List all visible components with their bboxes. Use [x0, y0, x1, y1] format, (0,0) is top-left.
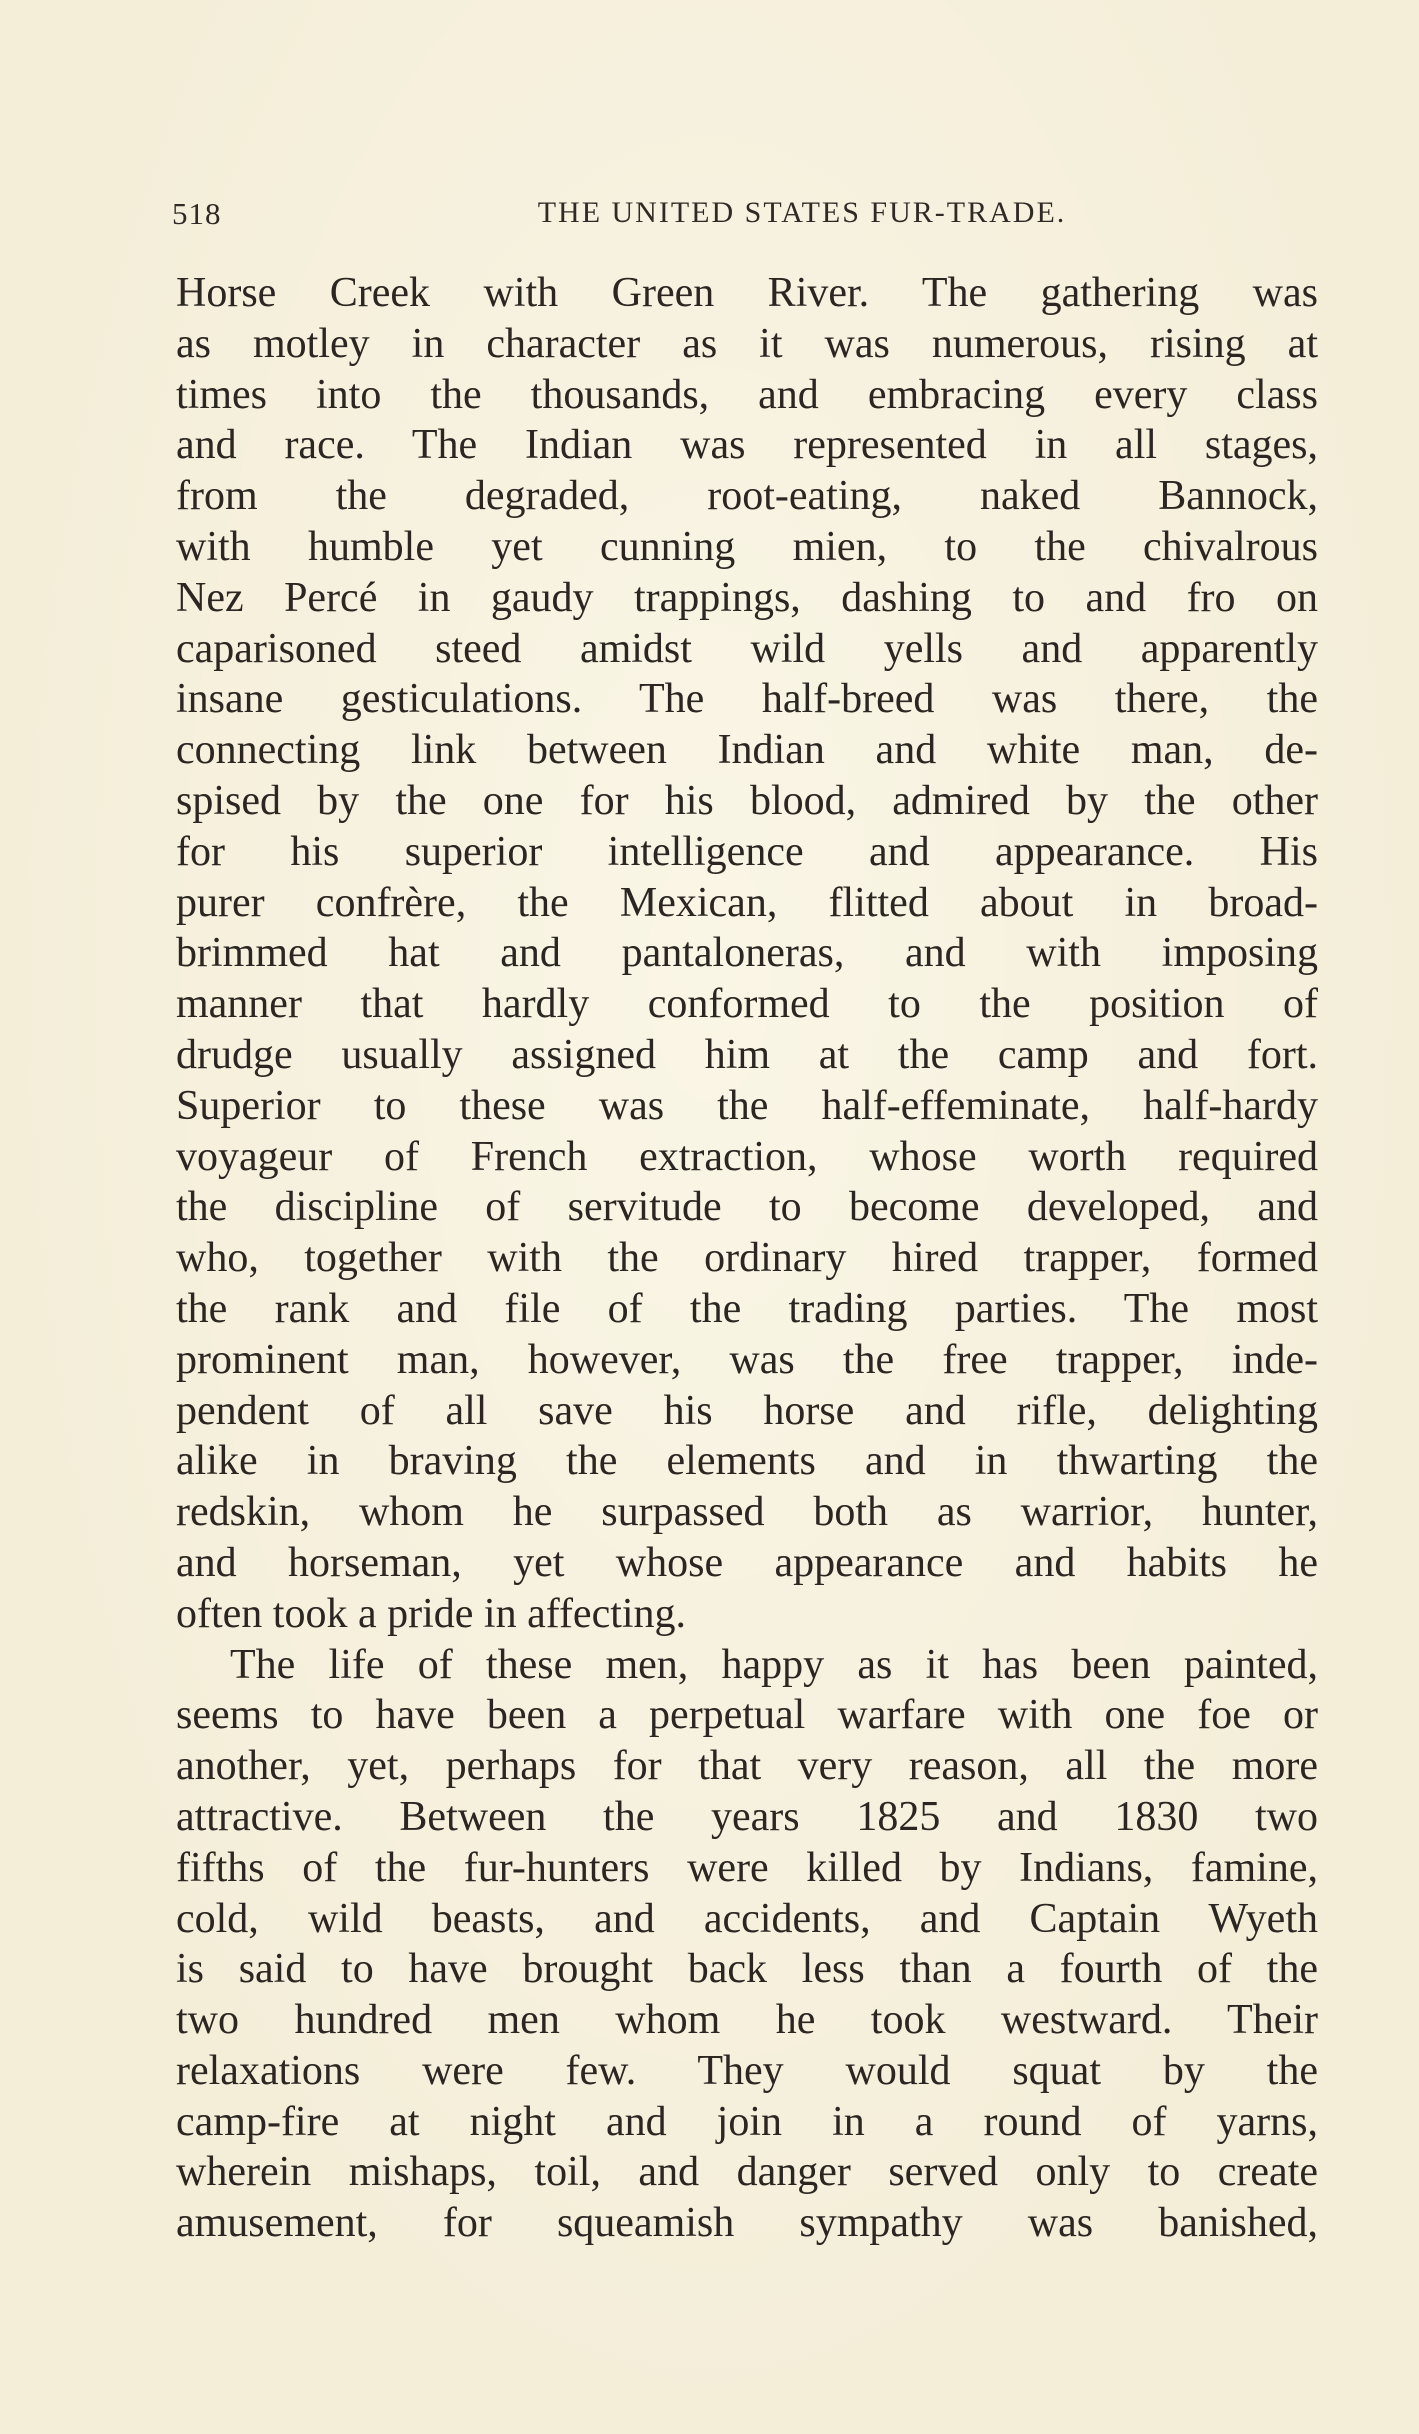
text-line: seems to have been a perpetual warfare with one foe or [176, 1692, 1318, 1739]
text-line: and race. The Indian was represented in all stages, [176, 422, 1318, 469]
text-line: cold, wild beasts, and accidents, and Captain Wyeth [176, 1895, 1318, 1942]
text-line: purer confrère, the Mexican, flitted about in broad- [176, 879, 1318, 926]
text-line: alike in braving the elements and in thwarting the [176, 1438, 1318, 1485]
page-number: 518 [172, 196, 222, 231]
text-line: fifths of the fur-hunters were killed by Indians, famine, [176, 1844, 1318, 1891]
text-line: is said to have brought back less than a fourth of the [176, 1946, 1318, 1993]
text-line: two hundred men whom he took westward. Their [176, 1997, 1318, 2044]
text-line: insane gesticulations. The half-breed was there, the [176, 676, 1318, 723]
text-line: drudge usually assigned him at the camp and fort. [176, 1031, 1318, 1078]
body-text [176, 268, 1318, 2249]
text-line: Nez Percé in gaudy trappings, dashing to and fro on [176, 574, 1318, 621]
text-line: spised by the one for his blood, admired by the other [176, 777, 1318, 824]
text-line: times into the thousands, and embracing every class [176, 371, 1318, 418]
text-line: Horse Creek with Green River. The gathering was [176, 270, 1318, 316]
running-head: THE UNITED STATES FUR-TRADE. [537, 196, 1067, 229]
text-line: for his superior intelligence and appearance. His [176, 828, 1318, 875]
text-line: as motley in character as it was numerous, rising at [176, 320, 1318, 367]
text-line: the rank and file of the trading parties. The most [176, 1285, 1318, 1332]
text-line: prominent man, however, was the free trapper, inde- [176, 1336, 1318, 1383]
text-line: another, yet, perhaps for that very reason, all the more [176, 1743, 1318, 1790]
text-line: The life of these men, happy as it has been painted, [230, 1641, 1318, 1688]
text-line: the discipline of servitude to become developed, and [176, 1184, 1318, 1231]
text-line: amusement, for squeamish sympathy was banished, [176, 2200, 1318, 2247]
text-line: and horseman, yet whose appearance and habits he [176, 1539, 1318, 1586]
text-line: connecting link between Indian and white man, de- [176, 727, 1318, 774]
text-line: voyageur of French extraction, whose worth required [176, 1133, 1318, 1180]
text-line: relaxations were few. They would squat by the [176, 2047, 1318, 2094]
text-line: camp-fire at night and join in a round of yarns, [176, 2098, 1318, 2145]
text-line: brimmed hat and pantaloneras, and with imposing [176, 930, 1318, 977]
text-line: who, together with the ordinary hired trapper, formed [176, 1235, 1318, 1282]
text-line: pendent of all save his horse and rifle, delighting [176, 1387, 1318, 1434]
text-line: wherein mishaps, toil, and danger served only to create [176, 2149, 1318, 2196]
text-line: from the degraded, root-eating, naked Bannock, [176, 473, 1318, 520]
text-line: Superior to these was the half-effeminate, half-hardy [176, 1082, 1318, 1129]
text-line: with humble yet cunning mien, to the chivalrous [176, 523, 1318, 570]
text-line: often took a pride in affecting. [176, 1590, 687, 1637]
text-line: redskin, whom he surpassed both as warrior, hunter, [176, 1489, 1318, 1536]
text-line: caparisoned steed amidst wild yells and apparently [176, 625, 1318, 672]
text-line: attractive. Between the years 1825 and 1830 two [176, 1793, 1318, 1840]
page-header [172, 196, 1312, 244]
text-line: manner that hardly conformed to the position of [176, 981, 1318, 1028]
